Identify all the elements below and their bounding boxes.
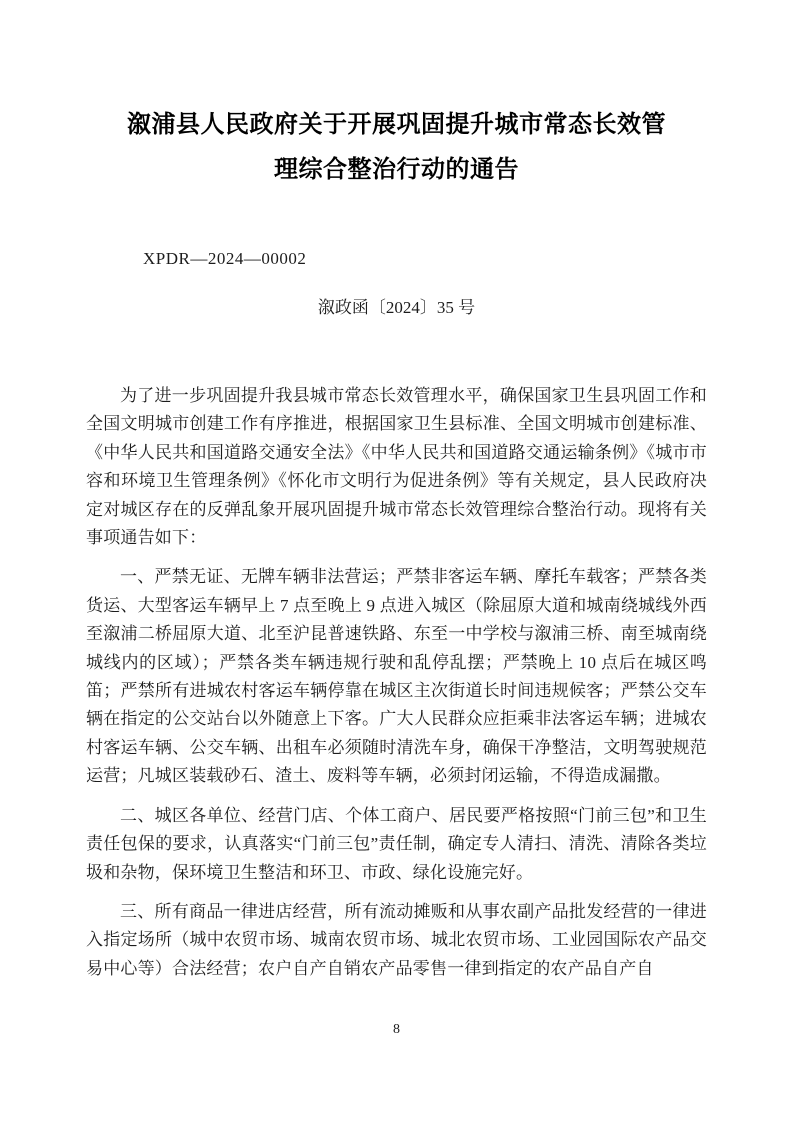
body-paragraph-intro: 为了进一步巩固提升我县城市常态长效管理水平，确保国家卫生县巩固工作和全国文明城市创建工作有序推进，根据国家卫生县标准、全国文明城市创建标准、《中华人民共和国道路交通安全法》《中华人民共和国道路交通运输条例》《城市市容和环境卫生管理条例》《怀化市文明行为促进条例》等有关规定，县人民政府决定对城区存在的反弹乱象开展巩固提升城市常态长效管理综合整治行动。现将有关事项通告如下： xyxy=(86,386,707,548)
body-paragraph-item-2: 二、城区各单位、经营门店、个体工商户、居民要严格按照“门前三包”和卫生责任包保的要求，认真落实“门前三包”责任制，确定专人清扫、清洗、清除各类垃圾和杂物，保环境卫生整洁和环卫、市政、绿化设施完好。 xyxy=(86,805,707,882)
document-title: 溆浦县人民政府关于开展巩固提升城市常态长效管理综合整治行动的通告 xyxy=(127,112,666,183)
body-paragraph-item-1: 一、严禁无证、无牌车辆非法营运；严禁非客运车辆、摩托车载客；严禁各类货运、大型客运车辆早上 7 点至晚上 9 点进入城区（除屈原大道和城南绕城线外西至溆浦二桥屈原大道、北至沪昆普速铁路、东至一中学校与溆浦三桥、南至城南绕城线内的区域）；严禁各类车辆违规行驶和乱停乱摆；严禁晚上 10 点后在城区鸣笛；严禁所有进城农村客运车辆停靠在城区主次街道长时间违规候客；严禁公交车辆在指定的公交站台以外随意上下客。广大人民群众应拒乘非法客运车辆；进城农村客运车辆、公交车辆、出租车必须随时清洗车身，确保干净整洁，文明驾驶规范运营；凡城区装载砂石、渣土、废料等车辆，必须封闭运输，不得造成漏撒。 xyxy=(86,567,707,786)
body-paragraph-item-3: 三、所有商品一律进店经营，所有流动摊贩和从事农副产品批发经营的一律进入指定场所（城中农贸市场、城南农贸市场、城北农贸市场、工业园国际农产品交易中心等）合法经营；农户自产自销农产品零售一律到指定的农产品自产自 xyxy=(86,901,707,978)
page-number: 8 xyxy=(393,1022,400,1037)
document-index-number: XPDR—2024—00002 xyxy=(143,249,307,268)
document-body xyxy=(86,382,707,983)
document-reference-number: 溆政函〔2024〕35 号 xyxy=(317,298,476,317)
